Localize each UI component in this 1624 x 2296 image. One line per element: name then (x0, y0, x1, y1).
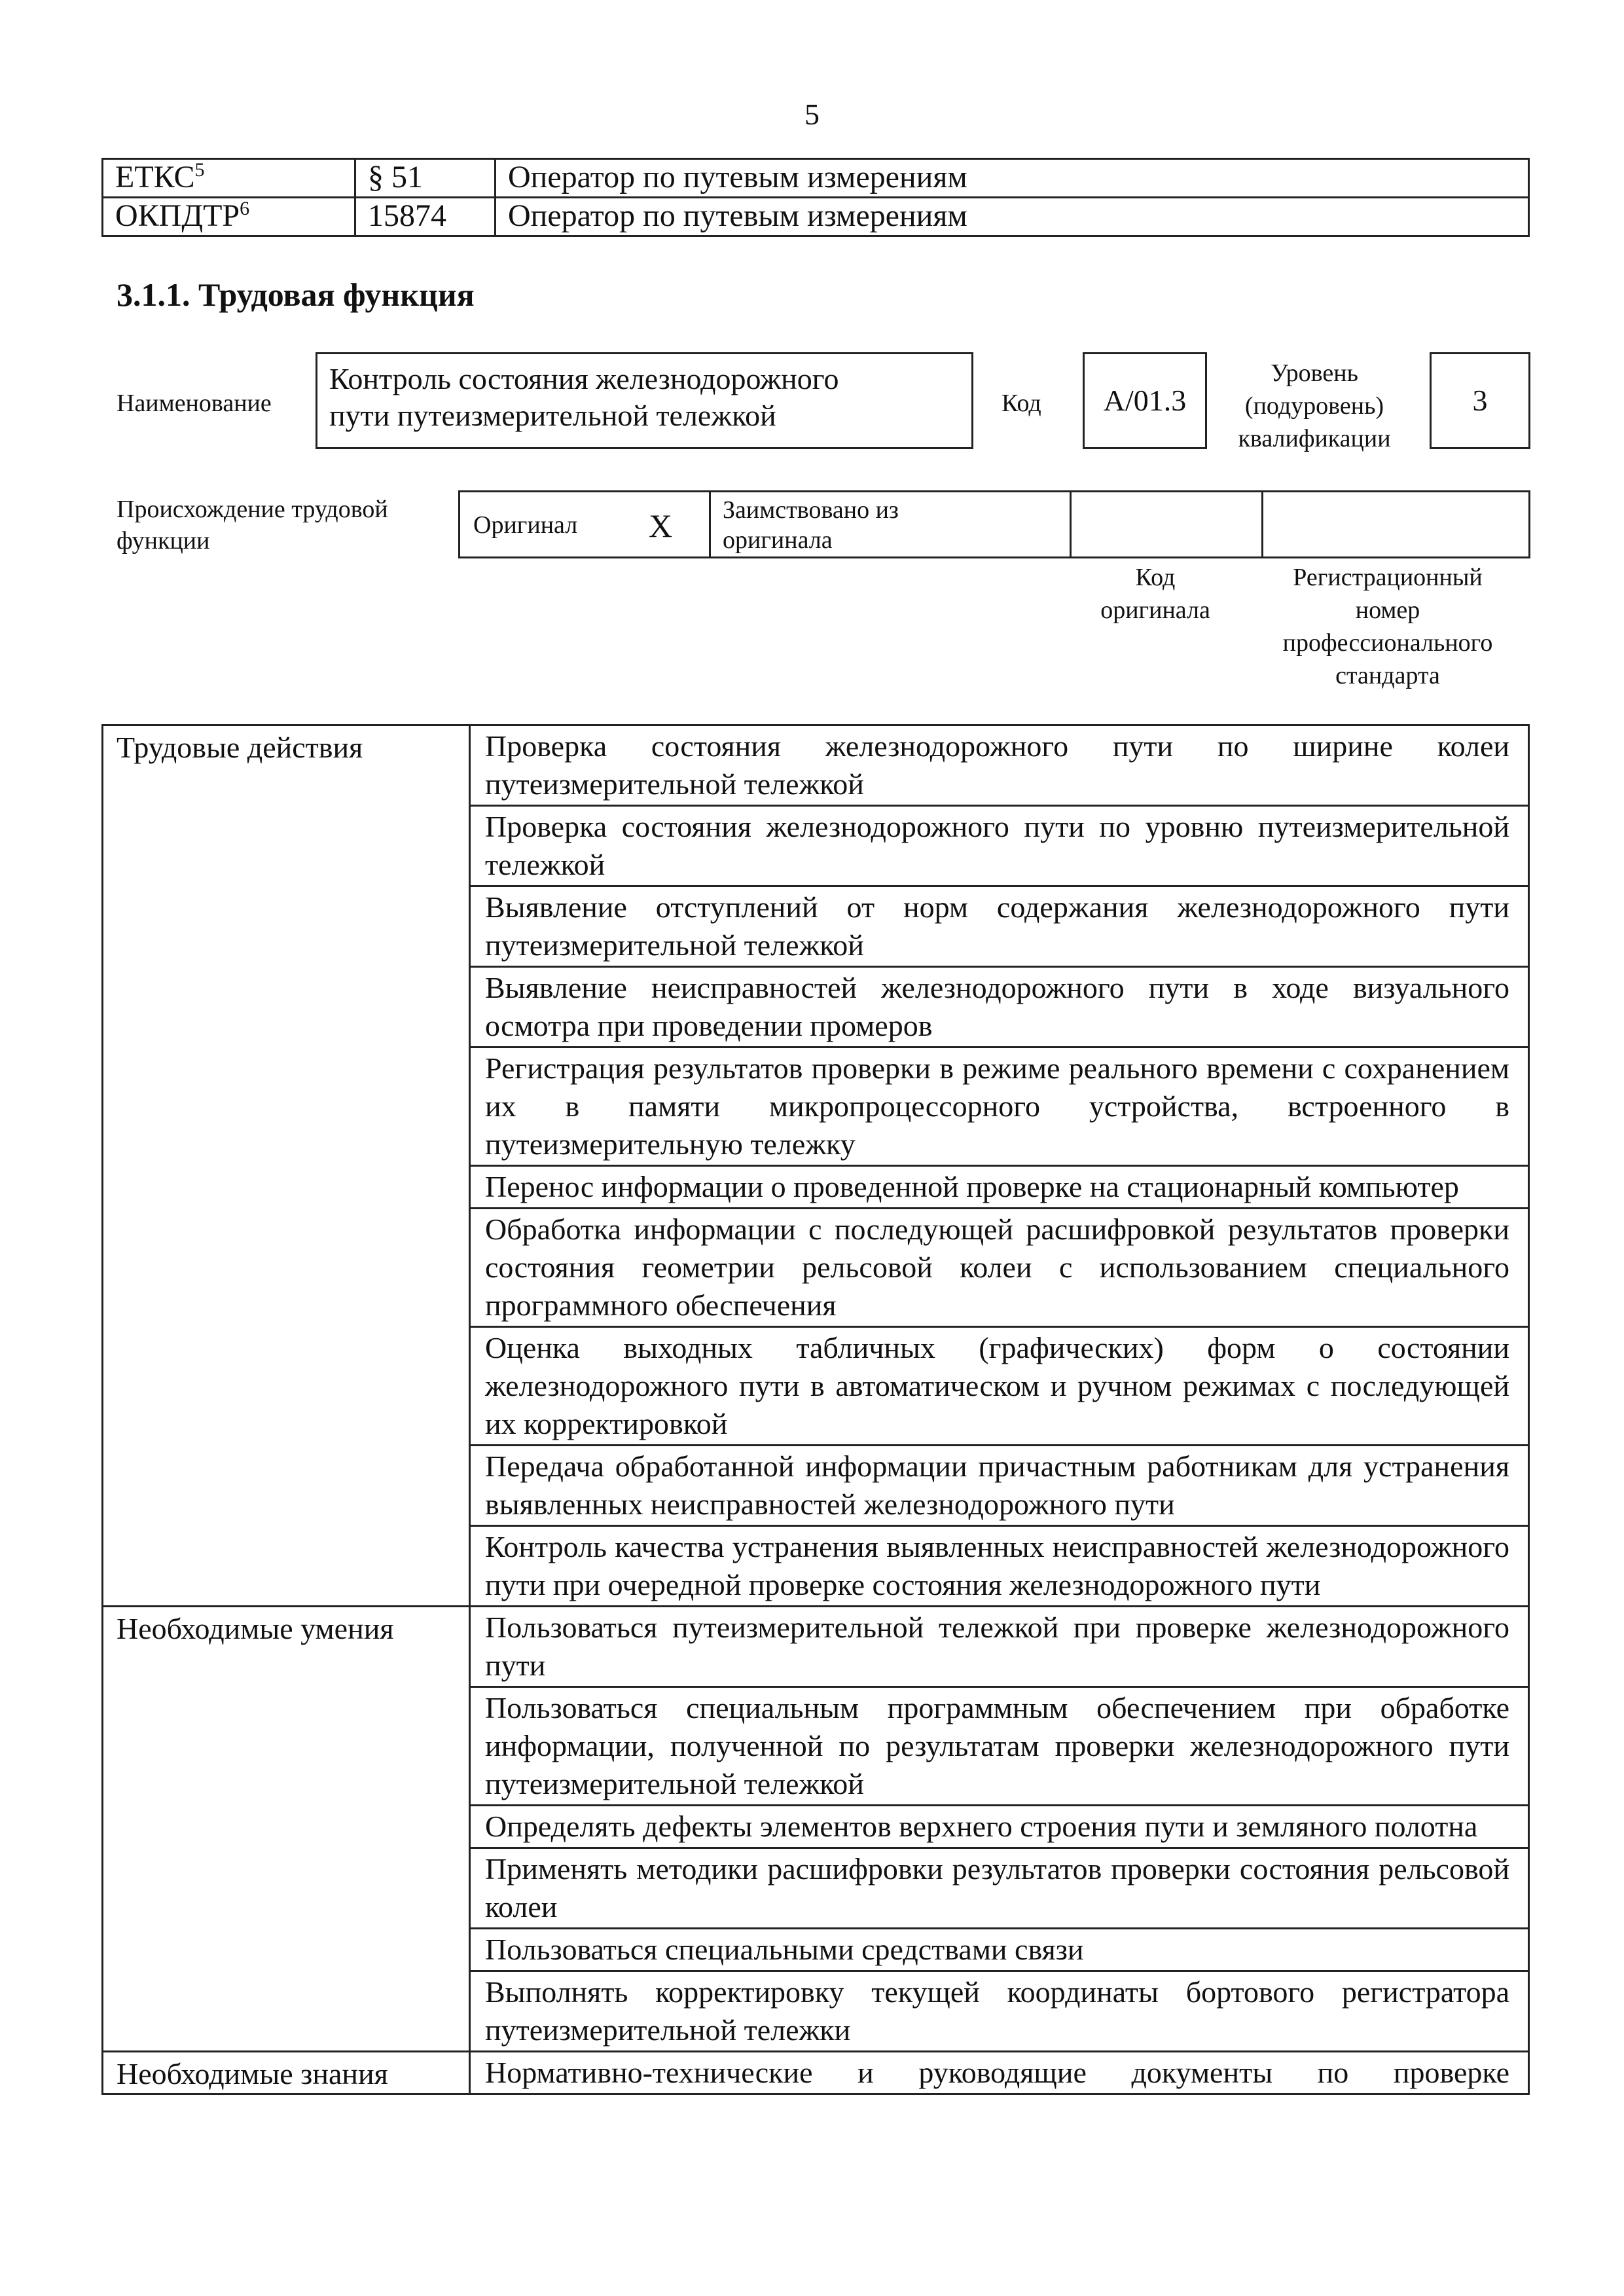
caption-line: номер (1355, 596, 1420, 624)
origin-label-line: Происхождение трудовой (117, 496, 388, 523)
caption-line: профессионального (1282, 629, 1493, 657)
function-details-table (101, 724, 1530, 2095)
footnote-mark: 5 (194, 159, 205, 181)
borrowed-cell (710, 492, 1071, 558)
table-row (460, 492, 1530, 558)
original-code-cell (1071, 492, 1263, 558)
list-item: Обработка информации с последующей расшифровкой результатов проверки состояния геометрии рельсовой колеи с использованием специального программного обеспечения (470, 1209, 1529, 1327)
name-label: Наименование (117, 390, 272, 417)
function-name-line: Контроль состояния железнодорожного (329, 362, 839, 395)
page-number: 5 (804, 98, 820, 131)
level-label-line: (подуровень) (1244, 392, 1384, 420)
list-item: Проверка состояния железнодорожного пути по ширине колеи путеизмерительной тележкой (470, 725, 1529, 806)
level-label-line: Уровень (1271, 359, 1358, 387)
list-item: Пользоваться специальными средствами связи (470, 1929, 1529, 1971)
borrowed-label-line: Заимствовано из (723, 496, 899, 524)
knowledge-title: Необходимые знания (103, 2052, 470, 2094)
caption-line: стандарта (1335, 662, 1440, 689)
table-row (103, 1607, 1529, 1687)
footnote-mark: 6 (240, 198, 250, 219)
list-item: Выявление отступлений от норм содержания железнодорожного пути путеизмерительной тележкой (470, 886, 1529, 967)
table-row (103, 198, 1529, 236)
level-label-line: квалификации (1238, 425, 1391, 452)
registration-number-caption (1250, 561, 1525, 692)
list-item: Пользоваться путеизмерительной тележкой при проверке железнодорожного пути (470, 1607, 1529, 1687)
function-name-line: пути путеизмерительной тележкой (329, 399, 776, 432)
registration-number-cell (1263, 492, 1530, 558)
classifier-title: Оператор по путевым измерениям (496, 159, 1529, 198)
code-label: Код (1001, 390, 1041, 417)
origin-label (117, 494, 444, 556)
actions-title: Трудовые действия (103, 725, 470, 1607)
list-item: Выполнять корректировку текущей координаты бортового регистратора путеизмерительной тележки (470, 1971, 1529, 2052)
level-box: 3 (1430, 352, 1530, 449)
table-row (103, 725, 1529, 806)
list-item: Нормативно-технические и руководящие документы по проверке (470, 2052, 1529, 2094)
list-item: Оценка выходных табличных (графических) форм о состоянии железнодорожного пути в автоматическом и ручном режимах с последующей их корректировкой (470, 1327, 1529, 1446)
skills-title: Необходимые умения (103, 1607, 470, 2052)
list-item: Передача обработанной информации причастным работникам для устранения выявленных неисправностей железнодорожного пути (470, 1446, 1529, 1526)
classifier-name: ОКПДТР$^6$ (103, 198, 355, 236)
classifier-code: 15874 (355, 198, 496, 236)
list-item: Проверка состояния железнодорожного пути по уровню путеизмерительной тележкой (470, 806, 1529, 886)
classifier-title: Оператор по путевым измерениям (496, 198, 1529, 236)
list-item: Контроль качества устранения выявленных неисправностей железнодорожного пути при очередной проверке состояния железнодорожного пути (470, 1526, 1529, 1607)
classifier-code: § 51 (355, 159, 496, 198)
list-item: Определять дефекты элементов верхнего строения пути и земляного полотна (470, 1806, 1529, 1848)
level-label (1229, 357, 1399, 455)
table-row (103, 159, 1529, 198)
list-item: Перенос информации о проведенной проверке на стационарный компьютер (470, 1166, 1529, 1209)
origin-table (458, 490, 1530, 558)
list-item: Применять методики расшифровки результатов проверки состояния рельсовой колеи (470, 1848, 1529, 1929)
function-name-box (316, 352, 973, 449)
code-box: A/01.3 (1083, 352, 1207, 449)
classifier-name: ЕТКС$^5$ (103, 159, 355, 198)
borrowed-label-line: оригинала (723, 526, 833, 554)
list-item: Регистрация результатов проверки в режиме реального времени с сохранением их в памяти микропроцессорного устройства, встроенного в путеизмерительную тележку (470, 1048, 1529, 1166)
caption-line: Код (1135, 564, 1176, 591)
original-code-caption (1074, 561, 1237, 627)
classifier-table (101, 158, 1530, 237)
table-row (103, 2052, 1529, 2094)
section-title: 3.1.1. Трудовая функция (117, 276, 475, 313)
original-cell (460, 492, 710, 558)
list-item: Пользоваться специальным программным обеспечением при обработке информации, полученной по результатам проверки железнодорожного пути путеизмерительной тележкой (470, 1687, 1529, 1806)
original-label: Оригинал (473, 511, 578, 539)
caption-line: оригинала (1100, 596, 1210, 624)
original-mark: X (649, 507, 673, 544)
origin-label-line: функции (117, 527, 210, 555)
list-item: Выявление неисправностей железнодорожного пути в ходе визуального осмотра при проведении промеров (470, 967, 1529, 1048)
caption-line: Регистрационный (1293, 564, 1483, 591)
